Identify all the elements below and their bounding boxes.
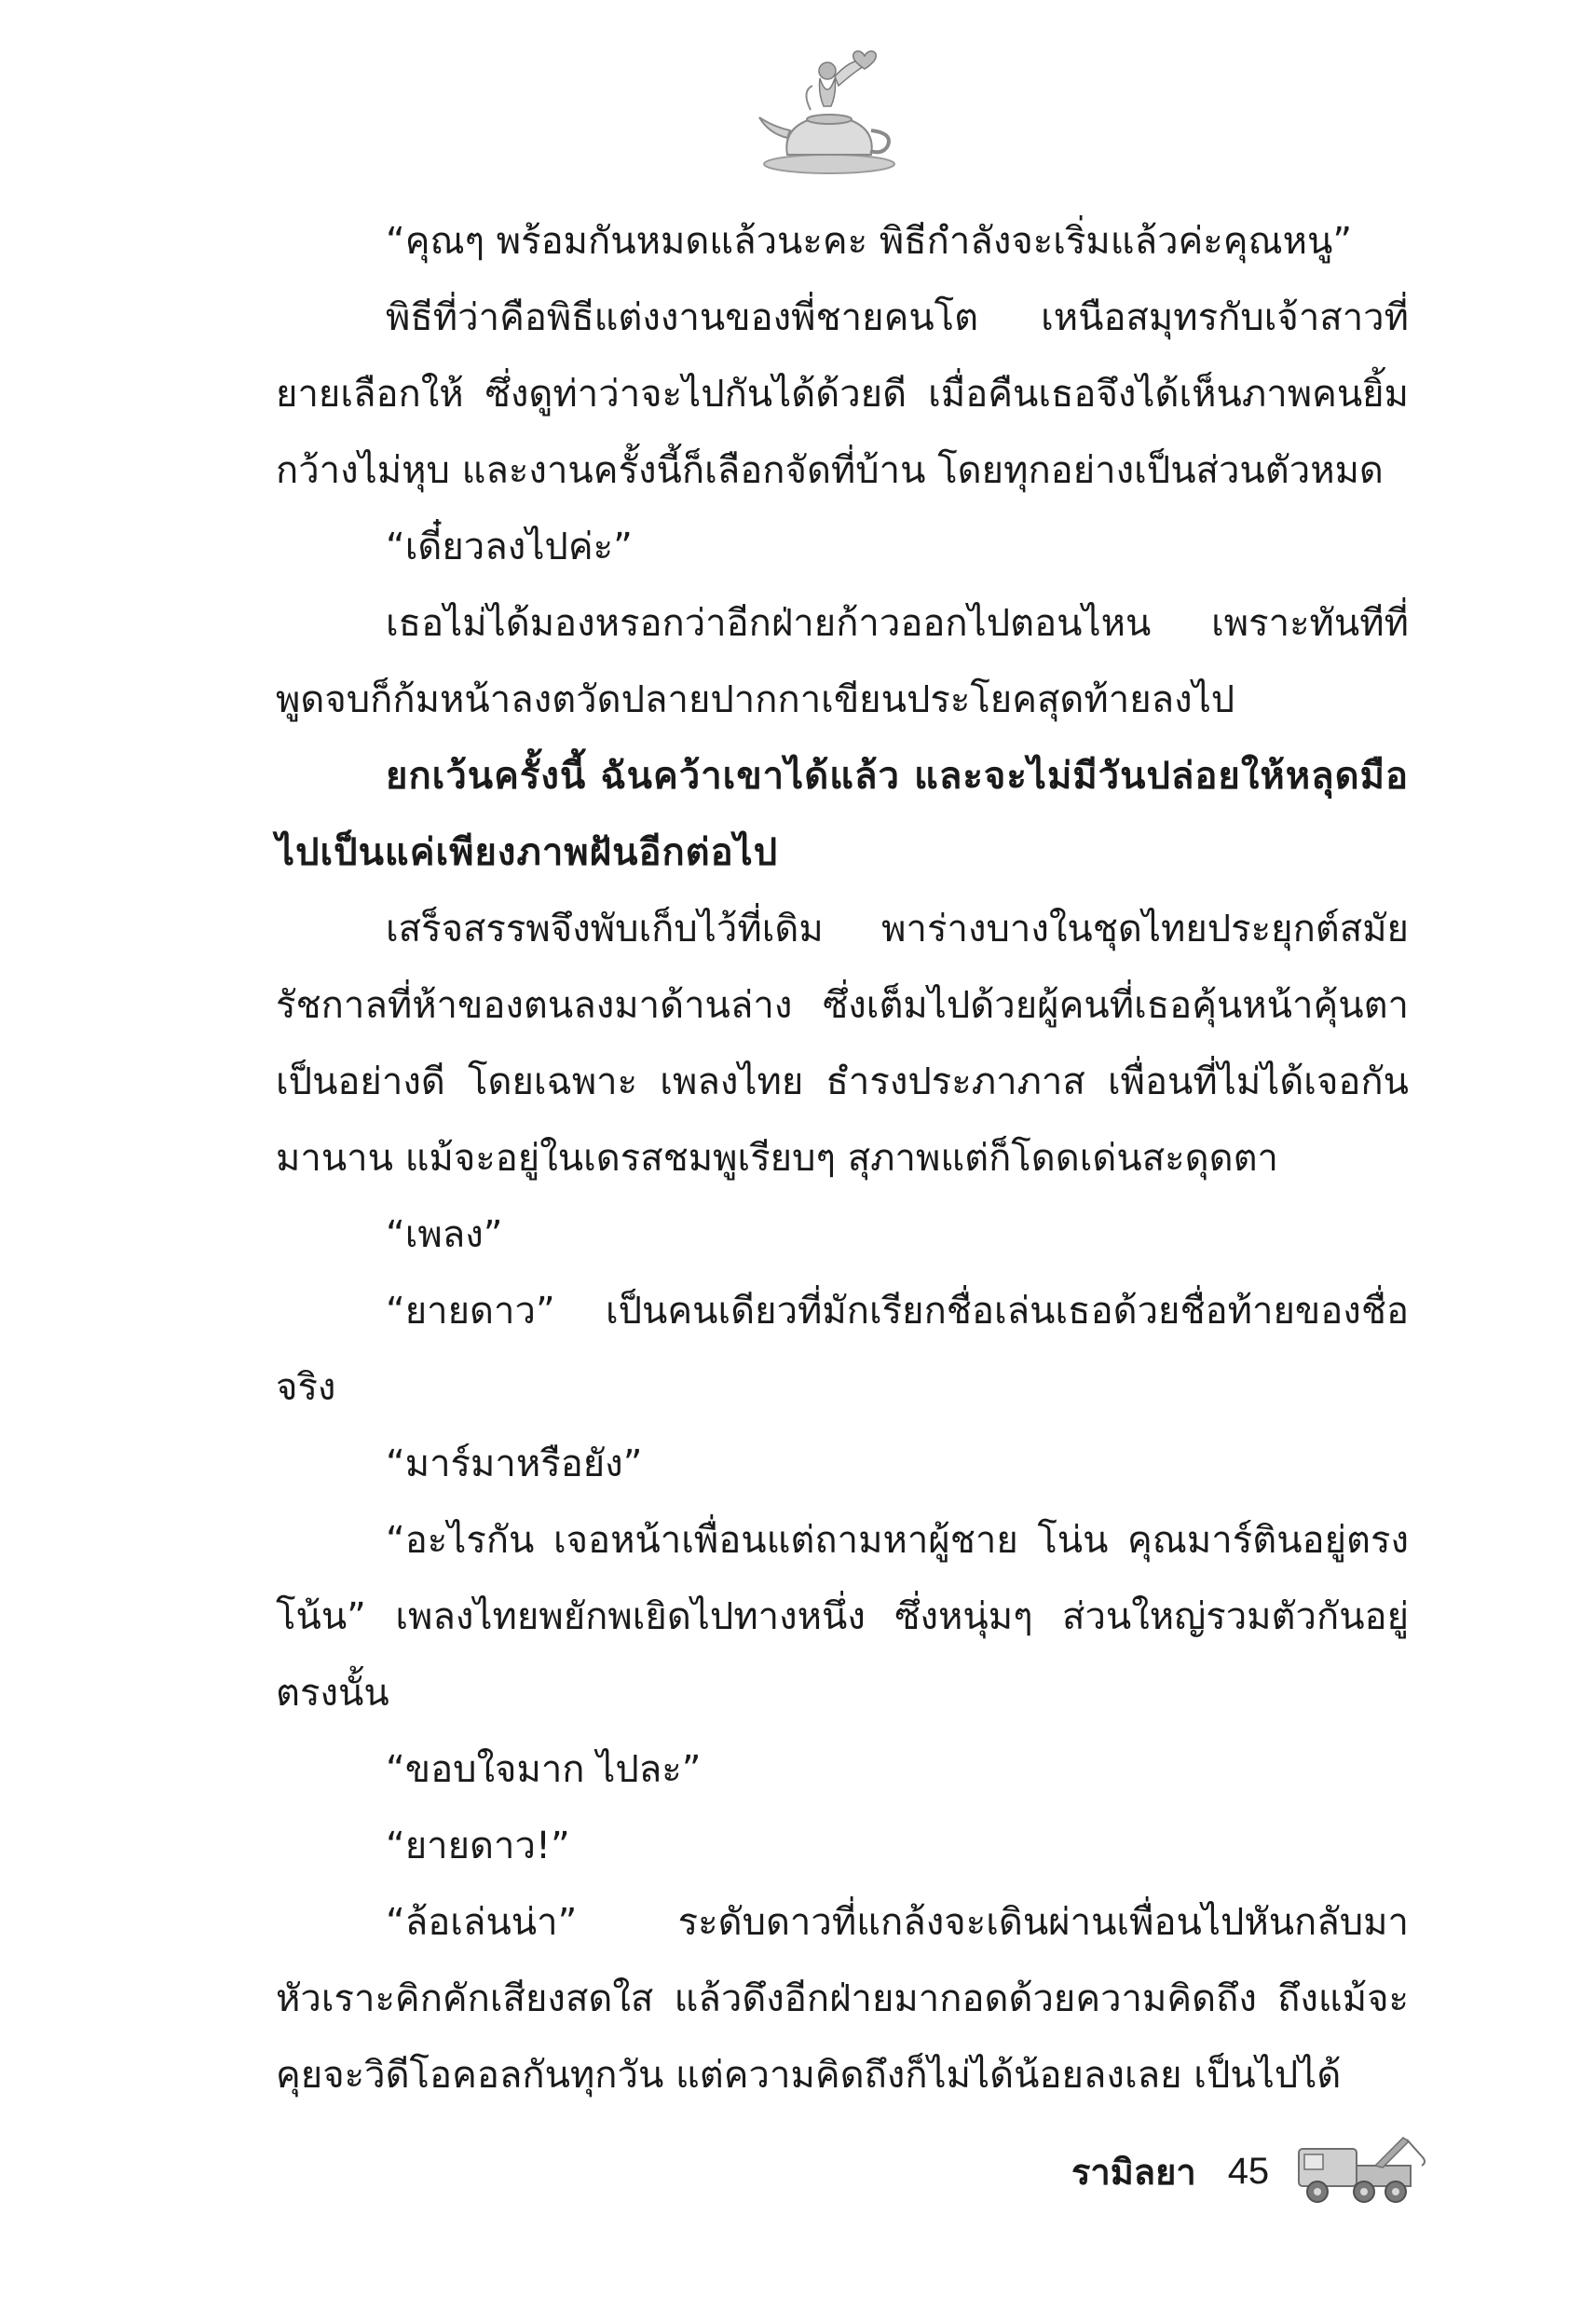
body-text — [276, 203, 1409, 2113]
teapot-cupid-ornament-icon — [745, 45, 913, 185]
paragraph-5-emphasis: ยกเว้นครั้งนี้ ฉันคว้าเขาได้แล้ว และจะไม่มีวันปล่อยให้หลุดมือไปเป็นแค่เพียงภาพฝันอีกต่อไป — [276, 754, 1409, 874]
tow-truck-icon — [1291, 2128, 1431, 2214]
paragraph-1: “คุณๆ พร้อมกันหมดแล้วนะคะ พิธีกำลังจะเริ่มแล้วค่ะคุณหนู” — [386, 220, 1353, 263]
paragraph-11: “ขอบใจมาก ไปละ” — [386, 1748, 702, 1791]
paragraph-8: “ยายดาว” เป็นคนเดียวที่มักเรียกชื่อเล่นเธอด้วยชื่อท้ายของชื่อจริง — [276, 1290, 1409, 1409]
paragraph-3: “เดี๋ยวลงไปค่ะ” — [386, 526, 633, 568]
page-footer — [1071, 2134, 1431, 2208]
page-number: 45 — [1227, 2150, 1270, 2192]
paragraph-10: “อะไรกัน เจอหน้าเพื่อนแต่ถามหาผู้ชาย โน่น คุณมาร์ตินอยู่ตรงโน้น” เพลงไทยพยักพเยิดไปทางหนึ่ง ซึ่งหนุ่มๆ ส่วนใหญ่รวมตัวกันอยู่ตรงนั้น — [276, 1519, 1409, 1715]
paragraph-2: พิธีที่ว่าคือพิธีแต่งงานของพี่ชายคนโต เหนือสมุทรกับเจ้าสาวที่ยายเลือกให้ ซึ่งดูท่าว่าจะไปกันได้ด้วยดี เมื่อคืนเธอจึงได้เห็นภาพคนยิ้มกว้างไม่หุบ และงานครั้งนี้ก็เลือกจัดที่บ้าน โดยทุกอย่างเป็นส่วนตัวหมด — [276, 296, 1409, 492]
paragraph-7: “เพลง” — [386, 1213, 503, 1256]
paragraph-4: เธอไม่ได้มองหรอกว่าอีกฝ่ายก้าวออกไปตอนไหน เพราะทันทีที่พูดจบก็ก้มหน้าลงตวัดปลายปากกาเขียนประโยคสุดท้ายลงไป — [276, 602, 1409, 721]
paragraph-9: “มาร์มาหรือยัง” — [386, 1443, 643, 1485]
book-title: รามิลยา — [1071, 2151, 1196, 2193]
paragraph-13: “ล้อเล่นน่า” ระดับดาวที่แกล้งจะเดินผ่านเพื่อนไปหันกลับมาหัวเราะคิกคักเสียงสดใส แล้วดึงอีกฝ่ายมากอดด้วยความคิดถึง ถึงแม้จะคุยจะวิดีโอคอลกันทุกวัน แต่ความคิดถึงก็ไม่ได้น้อยลงเลย เป็นไปได้ — [276, 1901, 1409, 2097]
paragraph-12: “ยายดาว!” — [386, 1825, 570, 1867]
paragraph-6: เสร็จสรรพจึงพับเก็บไว้ที่เดิม พาร่างบางในชุดไทยประยุกต์สมัยรัชกาลที่ห้าของตนลงมาด้านล่าง ซึ่งเต็มไปด้วยผู้คนที่เธอคุ้นหน้าคุ้นตาเป็นอย่างดี โดยเฉพาะ เพลงไทย ธำรงประภาภาส เพื่อนที่ไม่ได้เจอกันมานาน แม้จะอยู่ในเดรสชมพูเรียบๆ สุภาพแต่ก็โดดเด่นสะดุดตา — [276, 908, 1409, 1180]
